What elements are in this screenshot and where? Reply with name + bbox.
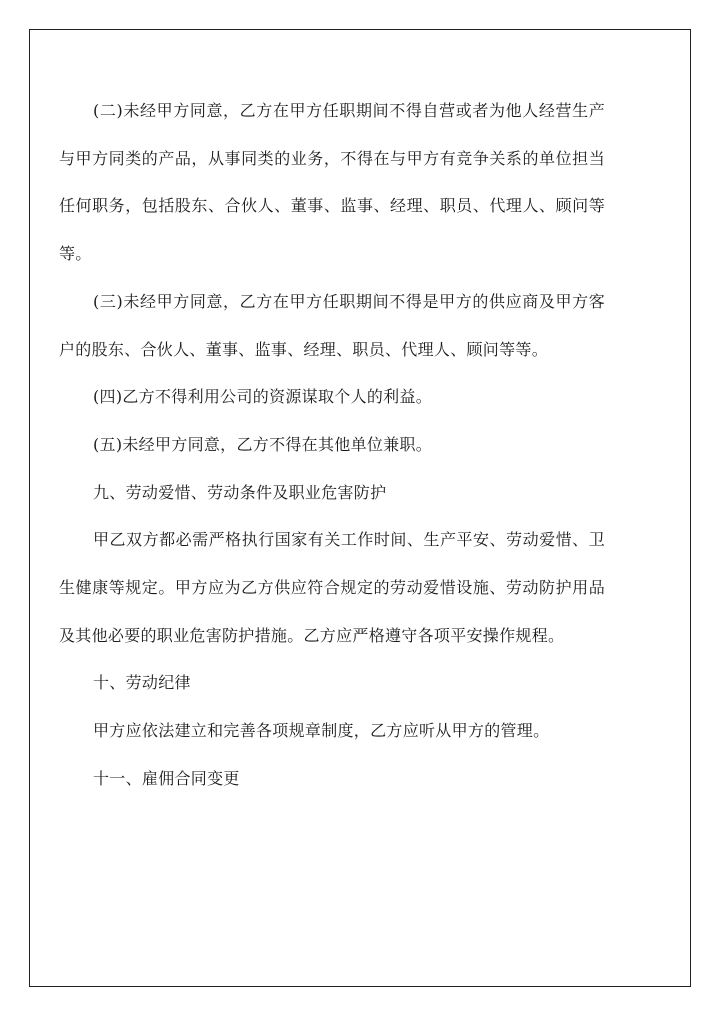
clause-4-paragraph: (四)乙方不得利用公司的资源谋取个人的利益。 (93, 387, 433, 407)
section-11-heading: 十一、雇佣合同变更 (93, 768, 240, 788)
section-10-heading: 十、劳动纪律 (93, 673, 191, 693)
clause-5-paragraph: (五)未经甲方同意，乙方不得在其他单位兼职。 (93, 434, 433, 454)
section-10-paragraph: 甲方应依法建立和完善各项规章制度，乙方应听从甲方的管理。 (93, 721, 550, 741)
clause-3-paragraph: (三)未经甲方同意，乙方在甲方任职期间不得是甲方的供应商及甲方客户的股东、合伙人、董事、监事、经理、职员、代理人、顾问等等。 (59, 291, 605, 359)
clause-2-paragraph: (二)未经甲方同意，乙方在甲方任职期间不得自营或者为他人经营生产与甲方同类的产品，从事同类的业务，不得在与甲方有竞争关系的单位担当任何职务，包括股东、合伙人、董事、监事、经理、职员、代理人、顾问等等。 (59, 101, 605, 264)
document-body (59, 87, 605, 803)
section-9-heading: 九、劳动爱惜、劳动条件及职业危害防护 (93, 482, 387, 502)
section-9-paragraph: 甲乙双方都必需严格执行国家有关工作时间、生产平安、劳动爱惜、卫生健康等规定。甲方应为乙方供应符合规定的劳动爱惜设施、劳动防护用品及其他必要的职业危害防护措施。乙方应严格遵守各项平安操作规程。 (59, 530, 605, 645)
